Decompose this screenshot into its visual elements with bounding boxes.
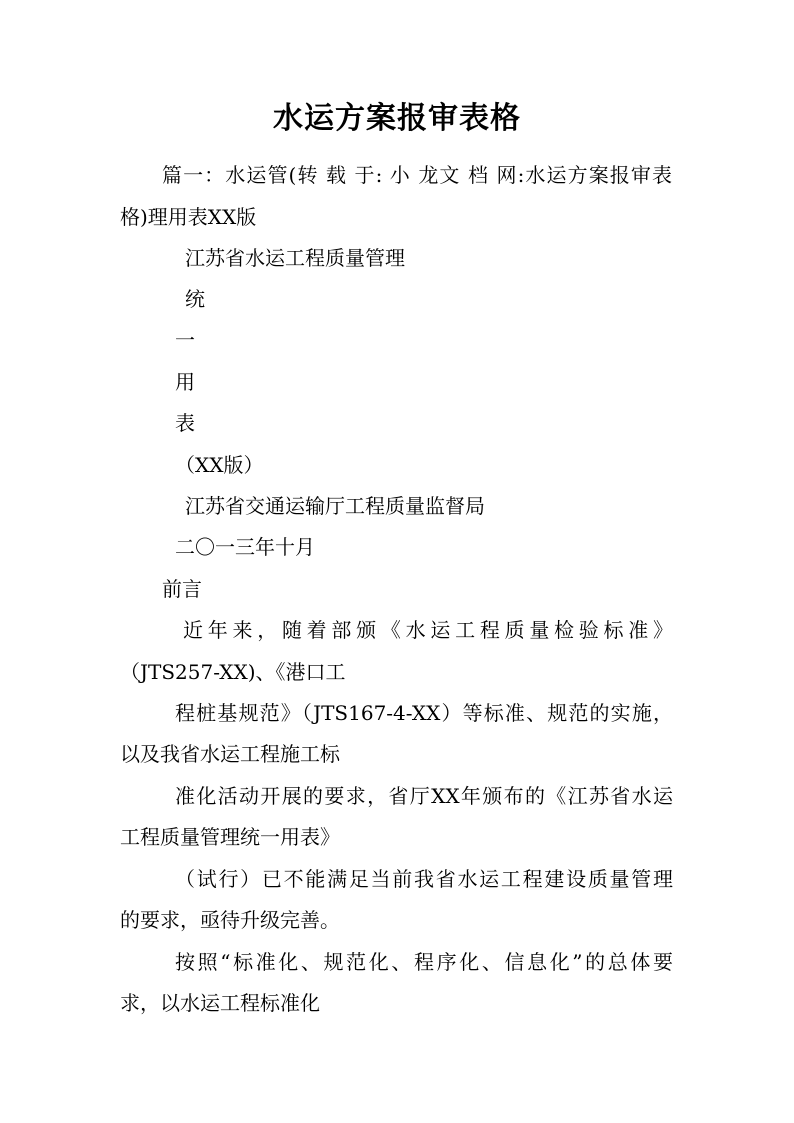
paragraph-line: 江苏省交通运输厅工程质量监督局 (185, 494, 485, 518)
document-title: 水运方案报审表格 (273, 101, 521, 136)
paragraph-line: 以及我省水运工程施工标 (120, 742, 340, 766)
paragraph-line: 的要求，亟待升级完善。 (120, 908, 340, 932)
paragraph-line: 按照“标准化、规范化、程序化、信息化”的总体要 (175, 950, 673, 974)
paragraph-line: 求，以水运工程标准化 (120, 991, 320, 1015)
paragraph-line: 程桩基规范》（JTS167-4-XX）等标准、规范的实施， (175, 701, 673, 725)
paragraph-line: 二〇一三年十月 (175, 535, 315, 559)
section-heading: 前言 (162, 577, 202, 601)
paragraph-line: 近年来，随着部颁《水运工程质量检验标准》 (183, 618, 673, 642)
paragraph-line: 准化活动开展的要求，省厅XX年颁布的《江苏省水运 (175, 784, 673, 808)
paragraph-line: 用 (175, 370, 195, 394)
paragraph-line: 表 (175, 411, 195, 435)
paragraph-line: 一 (175, 328, 195, 352)
paragraph-line: 工程质量管理统一用表》 (120, 825, 340, 849)
paragraph-line: 格)理用表XX版 (120, 205, 257, 229)
paragraph-line: 统 (185, 287, 205, 311)
paragraph-line: 江苏省水运工程质量管理 (185, 246, 405, 270)
paragraph-line: （试行）已不能满足当前我省水运工程建设质量管理 (175, 867, 673, 891)
paragraph-line: 篇一：水运管(转 载 于: 小 龙文 档 网:水运方案报审表 (162, 163, 672, 187)
paragraph-line: （JTS257-XX)、《港口工 (120, 660, 346, 684)
paragraph-line: （XX版） (175, 453, 264, 477)
